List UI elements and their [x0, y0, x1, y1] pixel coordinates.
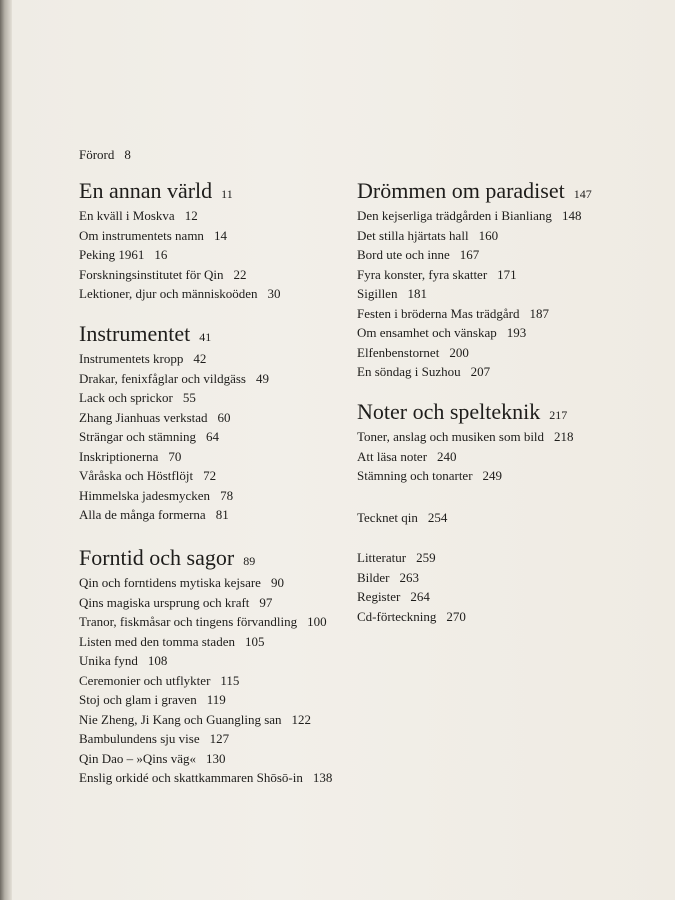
page-number: 127 [209, 731, 230, 746]
page-number: 81 [215, 507, 229, 522]
entry-label: Det stilla hjärtats hall [357, 227, 469, 243]
toc-entry [79, 388, 269, 408]
entry-label: Register [357, 589, 401, 604]
entry-label: Ceremonier och utflykter [79, 672, 211, 688]
page-number: 207 [470, 364, 491, 379]
toc-entry [79, 573, 332, 593]
toc-entry [357, 304, 592, 324]
toc-entry [357, 362, 592, 382]
toc-entry [357, 323, 592, 343]
toc-section-forntid-och-sagor [79, 543, 332, 788]
toc-entry [79, 632, 332, 652]
toc-entry [79, 651, 332, 671]
entry-label: Fyra konster, fyra skatter [357, 266, 488, 282]
toc-entry [79, 710, 332, 730]
page-number: 122 [291, 711, 312, 727]
entry-label: En söndag i Suzhou [357, 364, 461, 379]
page-number: 160 [478, 227, 499, 243]
entry-label: Festen i bröderna Mas trädgård [357, 305, 520, 321]
page-number: 138 [312, 770, 333, 785]
toc-tecknet-qin [357, 508, 447, 528]
entry-label: Drakar, fenixfåglar och vildgäss [79, 370, 246, 386]
section-title [357, 176, 592, 206]
entry-label: Att läsa noter [357, 448, 428, 464]
page-number: 11 [221, 187, 233, 201]
page-number: 108 [147, 653, 168, 668]
toc-entry [357, 568, 466, 588]
entry-label: Bambulundens sju vise [79, 731, 200, 746]
page-number: 270 [446, 608, 466, 624]
entry-label: Den kejserliga trädgården i Bianliang [357, 208, 552, 223]
page-number: 70 [168, 448, 182, 464]
toc-section-en-annan-varld [79, 176, 281, 304]
entry-label: Om instrumentets namn [79, 227, 204, 243]
page-number: 14 [213, 227, 227, 243]
entry-label: Inskriptionerna [79, 448, 159, 464]
toc-entry [357, 265, 592, 285]
page-number: 16 [154, 247, 168, 262]
page-number: 105 [244, 633, 265, 649]
toc-entry [79, 505, 269, 525]
entry-label: Lektioner, djur och människoöden [79, 286, 258, 301]
page-number: 263 [399, 569, 419, 585]
page-number: 115 [220, 672, 240, 688]
toc-entry [357, 343, 592, 363]
entry-label: Himmelska jadesmycken [79, 487, 211, 503]
page-number: 97 [259, 594, 273, 610]
entry-label: Elfenbenstornet [357, 344, 440, 360]
entry-label: Cd-förteckning [357, 608, 437, 624]
page-number: 254 [427, 510, 448, 525]
entry-label: Zhang Jianhuas verkstad [79, 409, 208, 425]
page-number: 55 [182, 390, 196, 405]
entry-label: Sigillen [357, 286, 398, 301]
page-number: 78 [220, 487, 234, 503]
section-title-text: Noter och spelteknik [357, 399, 541, 424]
toc-entry [357, 447, 574, 467]
page-number: 171 [497, 266, 517, 282]
toc-entry [357, 206, 592, 226]
entry-label: Tecknet qin [357, 510, 418, 525]
toc-entry [79, 408, 269, 428]
section-title-text: Instrumentet [79, 321, 191, 346]
page-number: 167 [459, 247, 480, 262]
toc-entry [79, 466, 269, 486]
entry-label: Toner, anslag och musiken som bild [357, 429, 545, 444]
toc-entry [79, 690, 332, 710]
entry-label: Bilder [357, 569, 390, 585]
page-number: 119 [206, 692, 226, 707]
section-title [79, 319, 269, 349]
page-number: 49 [255, 370, 269, 386]
entry-label: Peking 1961 [79, 247, 145, 262]
toc-entry [357, 548, 466, 568]
section-title-text: En annan värld [79, 178, 213, 203]
toc-entry [79, 593, 332, 613]
entry-label: Instrumentets kropp [79, 351, 184, 366]
toc-back-matter [357, 548, 466, 626]
page-number: 130 [206, 750, 226, 766]
book-spine-shadow [0, 0, 12, 900]
entry-label: Alla de många formerna [79, 507, 206, 522]
page-number: 41 [199, 330, 212, 344]
page-number: 72 [203, 468, 217, 483]
entry-label: Enslig orkidé och skattkammaren Shōsō-in [79, 770, 303, 785]
section-title [79, 543, 332, 573]
entry-label: Om ensamhet och vänskap [357, 325, 497, 340]
page-number: 30 [267, 286, 281, 301]
entry-label: Nie Zheng, Ji Kang och Guangling san [79, 711, 282, 727]
section-title-text: Drömmen om paradiset [357, 178, 565, 203]
page-number: 181 [407, 286, 427, 301]
toc-entry [79, 349, 269, 369]
entry-label: Unika fynd [79, 653, 138, 668]
toc-entry [357, 427, 574, 447]
entry-label: Stämning och tonarter [357, 468, 473, 483]
page-number: 264 [410, 589, 430, 604]
toc-entry [357, 284, 592, 304]
entry-label: Lack och sprickor [79, 390, 173, 405]
page-number: 22 [233, 266, 247, 282]
page-number: 60 [217, 409, 231, 425]
toc-entry [79, 284, 281, 304]
toc-entry [357, 587, 466, 607]
toc-entry [79, 145, 131, 165]
entry-label: Våråska och Höstflöjt [79, 468, 194, 483]
page-number: 64 [205, 429, 219, 444]
page-number: 8 [124, 147, 131, 162]
toc-entry [79, 369, 269, 389]
page-number: 259 [416, 550, 436, 565]
toc-entry [79, 427, 269, 447]
toc-entry [79, 265, 281, 285]
page-number: 147 [573, 187, 592, 201]
page-number: 148 [561, 208, 582, 223]
toc-entry [79, 768, 332, 788]
toc-entry [357, 466, 574, 486]
page-number: 12 [184, 208, 198, 223]
entry-label: Bord ute och inne [357, 247, 450, 262]
toc-entry [79, 486, 269, 506]
page-number: 240 [437, 448, 457, 464]
toc-foreword [79, 145, 131, 165]
toc-entry [79, 447, 269, 467]
entry-label: Forskningsinstitutet för Qin [79, 266, 224, 282]
toc-entry [357, 508, 447, 528]
entry-label: Förord [79, 147, 115, 162]
toc-section-noter-och-spelteknik [357, 397, 574, 486]
page-number: 249 [482, 468, 503, 483]
section-title [79, 176, 281, 206]
page-number: 187 [529, 305, 549, 321]
toc-entry [357, 245, 592, 265]
page-number: 193 [506, 325, 527, 340]
entry-label: Strängar och stämning [79, 429, 196, 444]
toc-entry [79, 749, 332, 769]
toc-entry [79, 729, 332, 749]
toc-entry [357, 226, 592, 246]
toc-section-instrumentet [79, 319, 269, 525]
toc-entry [79, 671, 332, 691]
page-number: 217 [549, 408, 568, 422]
entry-label: Stoj och glam i graven [79, 692, 197, 707]
page-number: 42 [193, 351, 207, 366]
entry-label: Tranor, fiskmåsar och tingens förvandling [79, 614, 298, 629]
entry-label: Listen med den tomma staden [79, 633, 235, 649]
section-title-text: Forntid och sagor [79, 545, 235, 570]
entry-label: Qin Dao – »Qins väg« [79, 750, 196, 766]
page-number: 90 [270, 575, 284, 590]
section-title [357, 397, 574, 427]
page-number: 218 [554, 429, 574, 444]
entry-label: Litteratur [357, 550, 407, 565]
toc-entry [357, 607, 466, 627]
entry-label: Qins magiska ursprung och kraft [79, 594, 250, 610]
entry-label: En kväll i Moskva [79, 208, 175, 223]
toc-entry [79, 245, 281, 265]
toc-entry [79, 206, 281, 226]
entry-label: Qin och forntidens mytiska kejsare [79, 575, 261, 590]
toc-section-drommen-om-paradiset [357, 176, 592, 382]
page-number: 100 [307, 614, 327, 629]
toc-entry [79, 612, 332, 632]
toc-entry [79, 226, 281, 246]
page-number: 200 [449, 344, 469, 360]
page-number: 89 [243, 554, 256, 568]
